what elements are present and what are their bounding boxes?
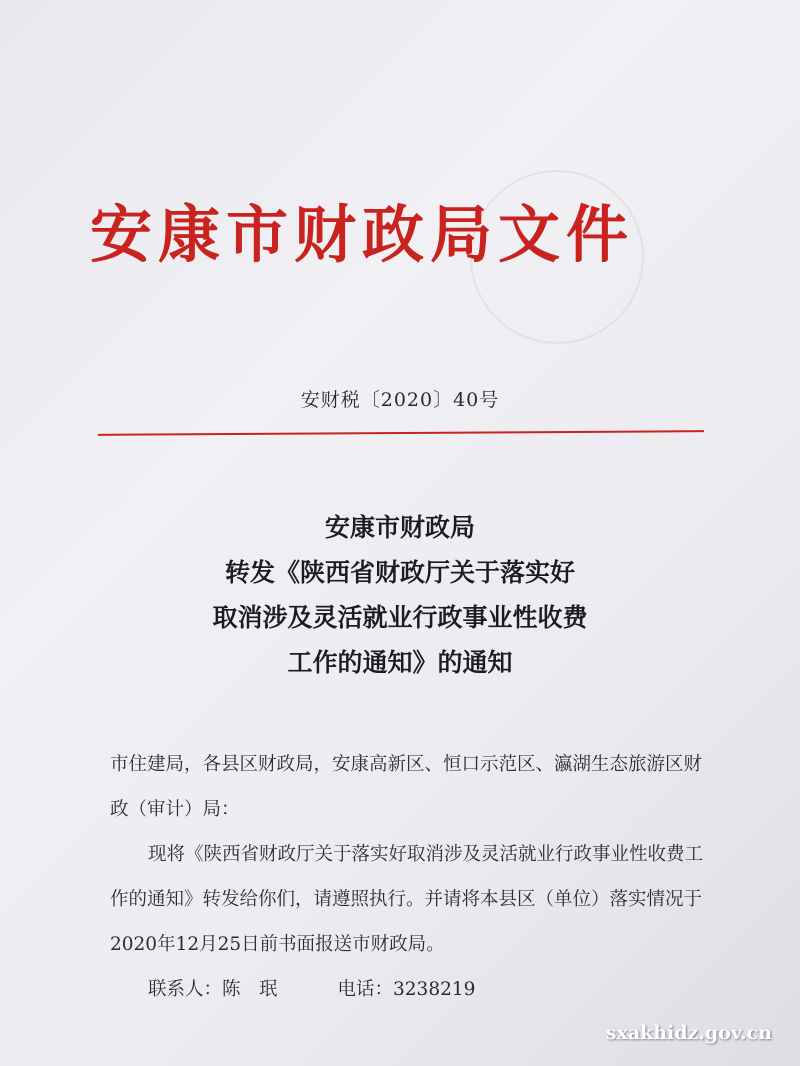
recipients-paragraph: 市住建局，各县区财政局，安康高新区、恒口示范区、瀛湖生态旅游区财政（审计）局：: [110, 754, 703, 820]
contact-phone: 电话：3238219: [337, 979, 476, 1000]
document-number: 安财税〔2020〕40号: [300, 389, 500, 411]
contact-person: 联系人：陈 珉: [148, 979, 278, 1000]
main-paragraph: 现将《陕西省财政厅关于落实好取消涉及灵活就业行政事业性收费工作的通知》转发给你们，请遵照执行。并请将本县区（单位）落实情况于2020年12月25日前书面报送市财政局。: [110, 844, 704, 955]
notice-title: [0, 505, 800, 685]
document-header-title: 安康市财政局文件: [90, 198, 635, 271]
notice-title-line-2: 转发《陕西省财政厅关于落实好: [224, 558, 575, 587]
notice-title-line-4: 工作的通知》的通知: [287, 648, 513, 677]
site-watermark: sxakhidz.gov.cn: [605, 1022, 772, 1044]
contact-line: [110, 967, 720, 1012]
notice-title-line-3: 取消涉及灵活就业行政事业性收费: [212, 603, 588, 632]
notice-body: [110, 742, 720, 1012]
notice-title-line-1: 安康市财政局: [324, 513, 475, 542]
red-divider-line: [98, 430, 704, 436]
